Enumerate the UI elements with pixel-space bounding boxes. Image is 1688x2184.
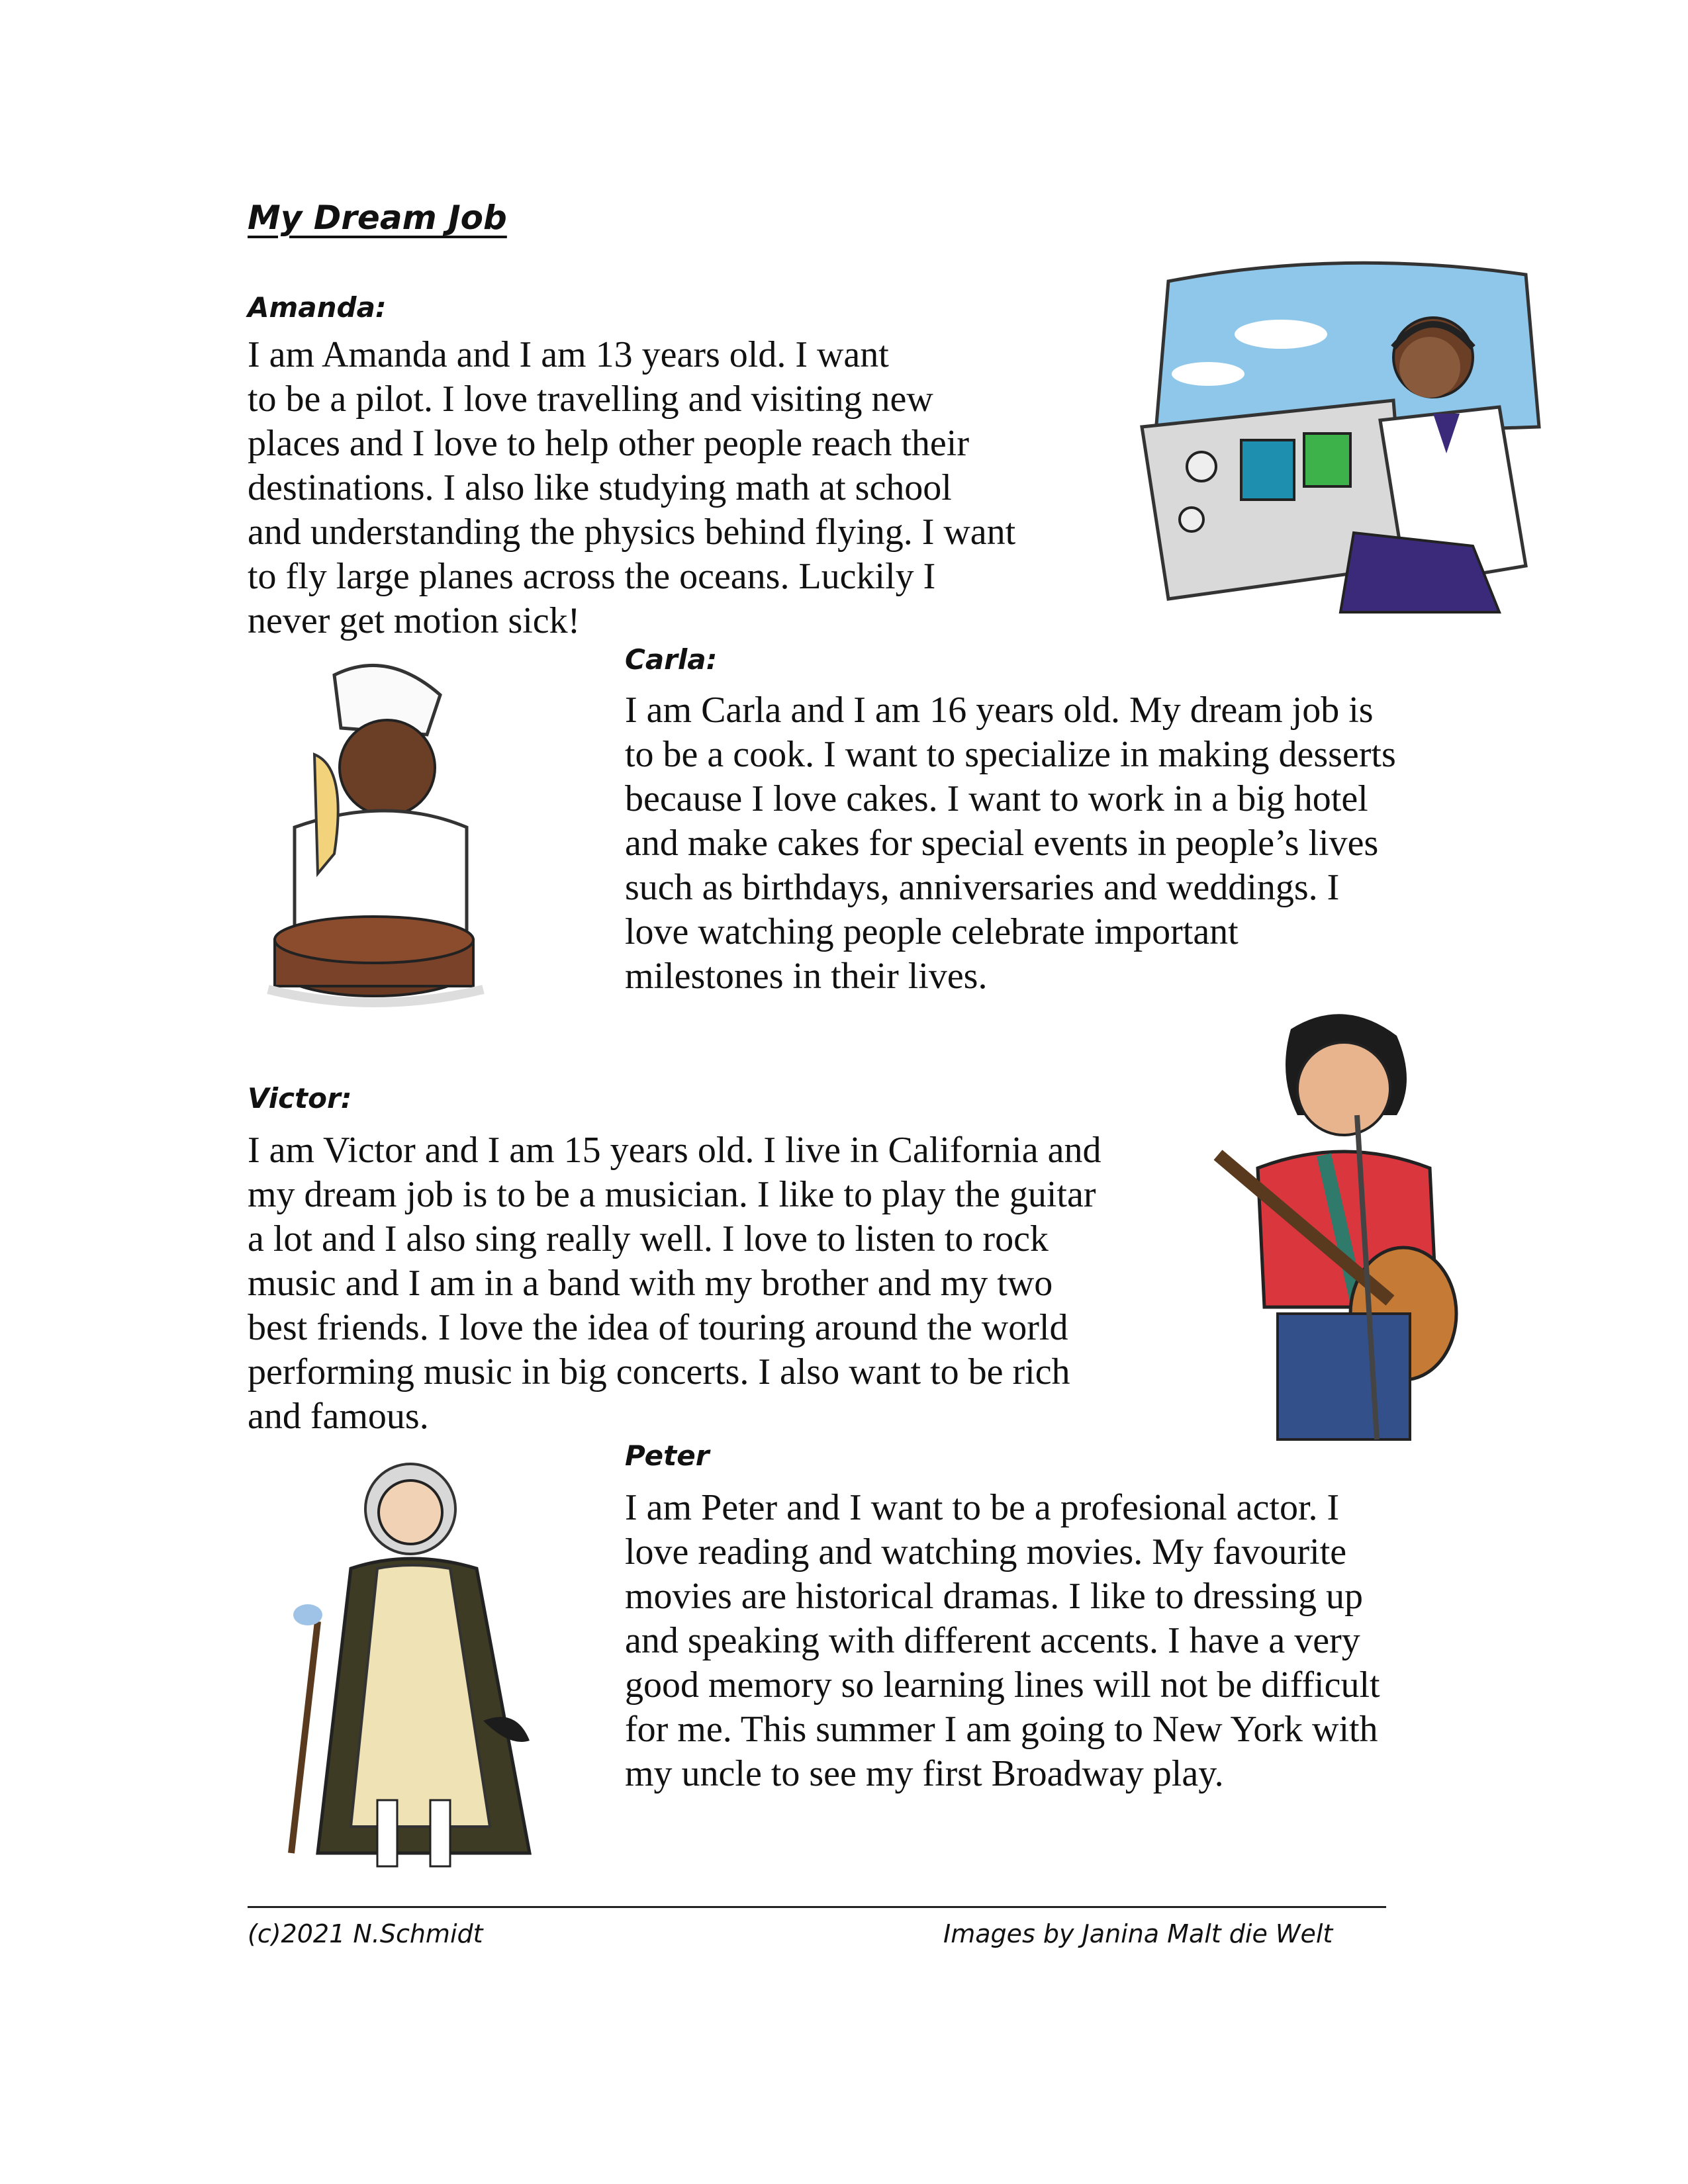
section-name-carla: Carla: [625,643,718,676]
section-text-carla: I am Carla and I am 16 years old. My dream job is to be a cook. I want to specialize in making desserts because I love cakes. I want to work in a big hotel and make cakes for special events in people’s lives such as birthdays, anniversaries and weddings. I love watching people celebrate important milestones in their lives. [625,690,1396,997]
section-text-amanda: I am Amanda and I am 13 years old. I want to be a pilot. I love travelling and visiting new places and I love to help other people reach their destinations. I also like studying math at school and understanding the physics behind flying. I want to fly large planes across the oceans. Luckily I never get motion sick! [248,334,1016,641]
pilot-illustration [1129,255,1556,622]
section-name-victor: Victor: [248,1082,352,1115]
section-text-peter: I am Peter and I want to be a profesional actor. I love reading and watching movies. My favourite movies are historical dramas. I like to dressing up and speaking with different accents. I have a very good memory so learning lines will not be difficult for me. This summer I am going to New York with my uncle to see my first Broadway play. [625,1487,1380,1794]
section-name-amanda: Amanda: [248,291,387,324]
costumed-actor-illustration [278,1456,549,1880]
section-name-peter: Peter [625,1439,710,1472]
copyright-text: (c)2021 N.Schmidt [248,1919,483,1948]
pastry-chef-illustration [255,655,493,1032]
guitarist-illustration [1205,1003,1476,1443]
page-title: My Dream Job [248,199,507,237]
image-credit-text: Images by Janina Malt die Welt [943,1919,1333,1948]
section-text-victor: I am Victor and I am 15 years old. I live in California and my dream job is to be a musician. I like to play the guitar a lot and I also sing really well. I love to listen to rock music and I am in a band with my brother and my two best friends. I love the idea of touring around the world performing music in big concerts. I also want to be rich and famous. [248,1130,1102,1437]
footer-divider [248,1906,1386,1908]
